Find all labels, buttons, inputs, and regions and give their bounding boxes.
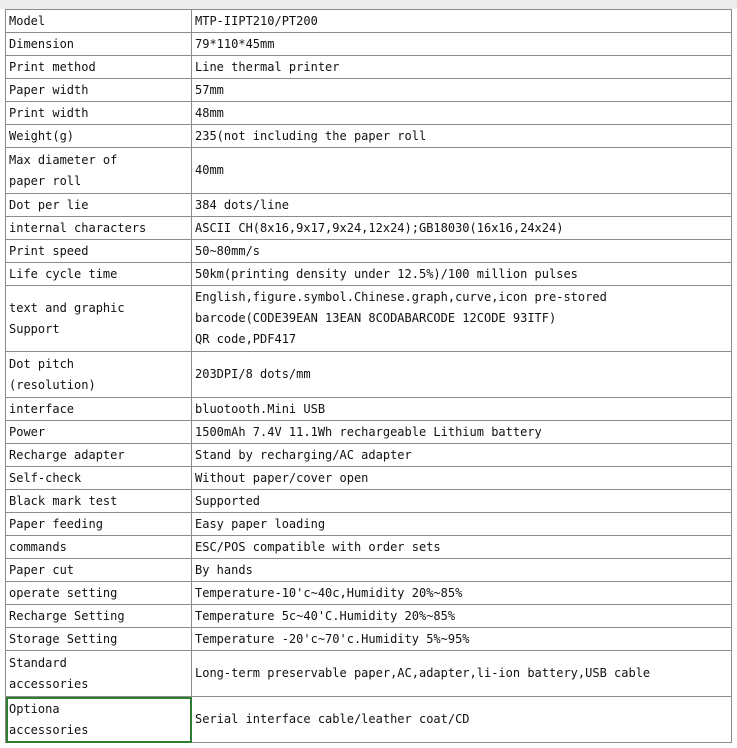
spec-value-cell[interactable]: Without paper/cover open [192, 467, 732, 490]
spec-label-cell[interactable]: Weight(g) [6, 125, 192, 148]
spec-value-cell[interactable]: Long-term preservable paper,AC,adapter,li-ion battery,USB cable [192, 651, 732, 697]
spec-row [6, 467, 732, 490]
spec-value-cell[interactable]: bluotooth.Mini USB [192, 398, 732, 421]
spec-label-cell[interactable]: Self-check [6, 467, 192, 490]
spec-row [6, 33, 732, 56]
spec-label-cell[interactable]: text and graphic Support [6, 286, 192, 352]
spec-label-cell[interactable]: Dot pitch (resolution) [6, 352, 192, 398]
spec-label-cell[interactable]: operate setting [6, 582, 192, 605]
spec-value-cell[interactable]: 384 dots/line [192, 194, 732, 217]
top-strip [0, 0, 737, 9]
spec-row [6, 102, 732, 125]
spec-row [6, 651, 732, 697]
spec-row [6, 490, 732, 513]
spec-value-cell[interactable]: 203DPI/8 dots/mm [192, 352, 732, 398]
spec-row [6, 352, 732, 398]
spec-label-cell[interactable]: Storage Setting [6, 628, 192, 651]
spec-row [6, 56, 732, 79]
spec-row [6, 628, 732, 651]
spec-label-cell[interactable]: Power [6, 421, 192, 444]
spec-label-cell[interactable]: Recharge adapter [6, 444, 192, 467]
spec-label-cell[interactable]: Dot per lie [6, 194, 192, 217]
spec-label-cell[interactable]: Dimension [6, 33, 192, 56]
spec-row [6, 421, 732, 444]
spec-value-cell[interactable]: By hands [192, 559, 732, 582]
spec-value-cell[interactable]: MTP-IIPT210/PT200 [192, 10, 732, 33]
spec-row [6, 240, 732, 263]
spec-table [5, 9, 732, 743]
spec-row [6, 398, 732, 421]
spec-row [6, 605, 732, 628]
spec-row [6, 697, 732, 743]
spec-label-cell[interactable]: Print method [6, 56, 192, 79]
spec-row [6, 513, 732, 536]
spec-value-cell[interactable]: Easy paper loading [192, 513, 732, 536]
spec-value-cell[interactable]: 79*110*45mm [192, 33, 732, 56]
spec-row [6, 582, 732, 605]
spec-label-cell[interactable]: Max diameter of paper roll [6, 148, 192, 194]
spec-row [6, 559, 732, 582]
spec-value-cell[interactable]: 50~80mm/s [192, 240, 732, 263]
spec-row [6, 444, 732, 467]
spec-row [6, 286, 732, 352]
spec-value-cell[interactable]: English,figure.symbol.Chinese.graph,curve,icon pre-stored barcode(CODE39EAN 13EAN 8CODABARCODE 12CODE 93ITF) QR code,PDF417 [192, 286, 732, 352]
spec-row [6, 263, 732, 286]
spec-value-cell[interactable]: Stand by recharging/AC adapter [192, 444, 732, 467]
spec-label-cell[interactable]: Black mark test [6, 490, 192, 513]
spec-value-cell[interactable]: Serial interface cable/leather coat/CD [192, 697, 732, 743]
spec-row [6, 194, 732, 217]
spec-value-cell[interactable]: 235(not including the paper roll [192, 125, 732, 148]
spec-row [6, 217, 732, 240]
spec-label-cell[interactable]: Paper feeding [6, 513, 192, 536]
spec-label-cell[interactable]: commands [6, 536, 192, 559]
spec-label-cell-selected[interactable]: Optiona accessories [6, 697, 192, 743]
spec-label-cell[interactable]: interface [6, 398, 192, 421]
spec-value-cell[interactable]: ESC/POS compatible with order sets [192, 536, 732, 559]
spec-value-cell[interactable]: 57mm [192, 79, 732, 102]
spec-row [6, 10, 732, 33]
spec-label-cell[interactable]: Recharge Setting [6, 605, 192, 628]
spec-label-cell[interactable]: internal characters [6, 217, 192, 240]
spec-value-cell[interactable]: Temperature -20'c~70'c.Humidity 5%~95% [192, 628, 732, 651]
spec-table-body [6, 10, 732, 743]
spec-value-cell[interactable]: 40mm [192, 148, 732, 194]
spec-label-cell[interactable]: Standard accessories [6, 651, 192, 697]
spec-label-cell[interactable]: Model [6, 10, 192, 33]
spec-value-cell[interactable]: 48mm [192, 102, 732, 125]
spec-value-cell[interactable]: 50km(printing density under 12.5%)/100 million pulses [192, 263, 732, 286]
spec-row [6, 125, 732, 148]
spec-label-cell[interactable]: Paper width [6, 79, 192, 102]
spec-row [6, 536, 732, 559]
spec-label-cell[interactable]: Life cycle time [6, 263, 192, 286]
spec-value-cell[interactable]: Line thermal printer [192, 56, 732, 79]
spec-value-cell[interactable]: ASCII CH(8x16,9x17,9x24,12x24);GB18030(16x16,24x24) [192, 217, 732, 240]
spec-row [6, 148, 732, 194]
spec-row [6, 79, 732, 102]
spec-value-cell[interactable]: Temperature-10'c~40c,Humidity 20%~85% [192, 582, 732, 605]
spec-label-cell[interactable]: Print speed [6, 240, 192, 263]
spec-value-cell[interactable]: Temperature 5c~40'C.Humidity 20%~85% [192, 605, 732, 628]
spec-label-cell[interactable]: Print width [6, 102, 192, 125]
spec-label-cell[interactable]: Paper cut [6, 559, 192, 582]
spec-value-cell[interactable]: Supported [192, 490, 732, 513]
spec-value-cell[interactable]: 1500mAh 7.4V 11.1Wh rechargeable Lithium battery [192, 421, 732, 444]
